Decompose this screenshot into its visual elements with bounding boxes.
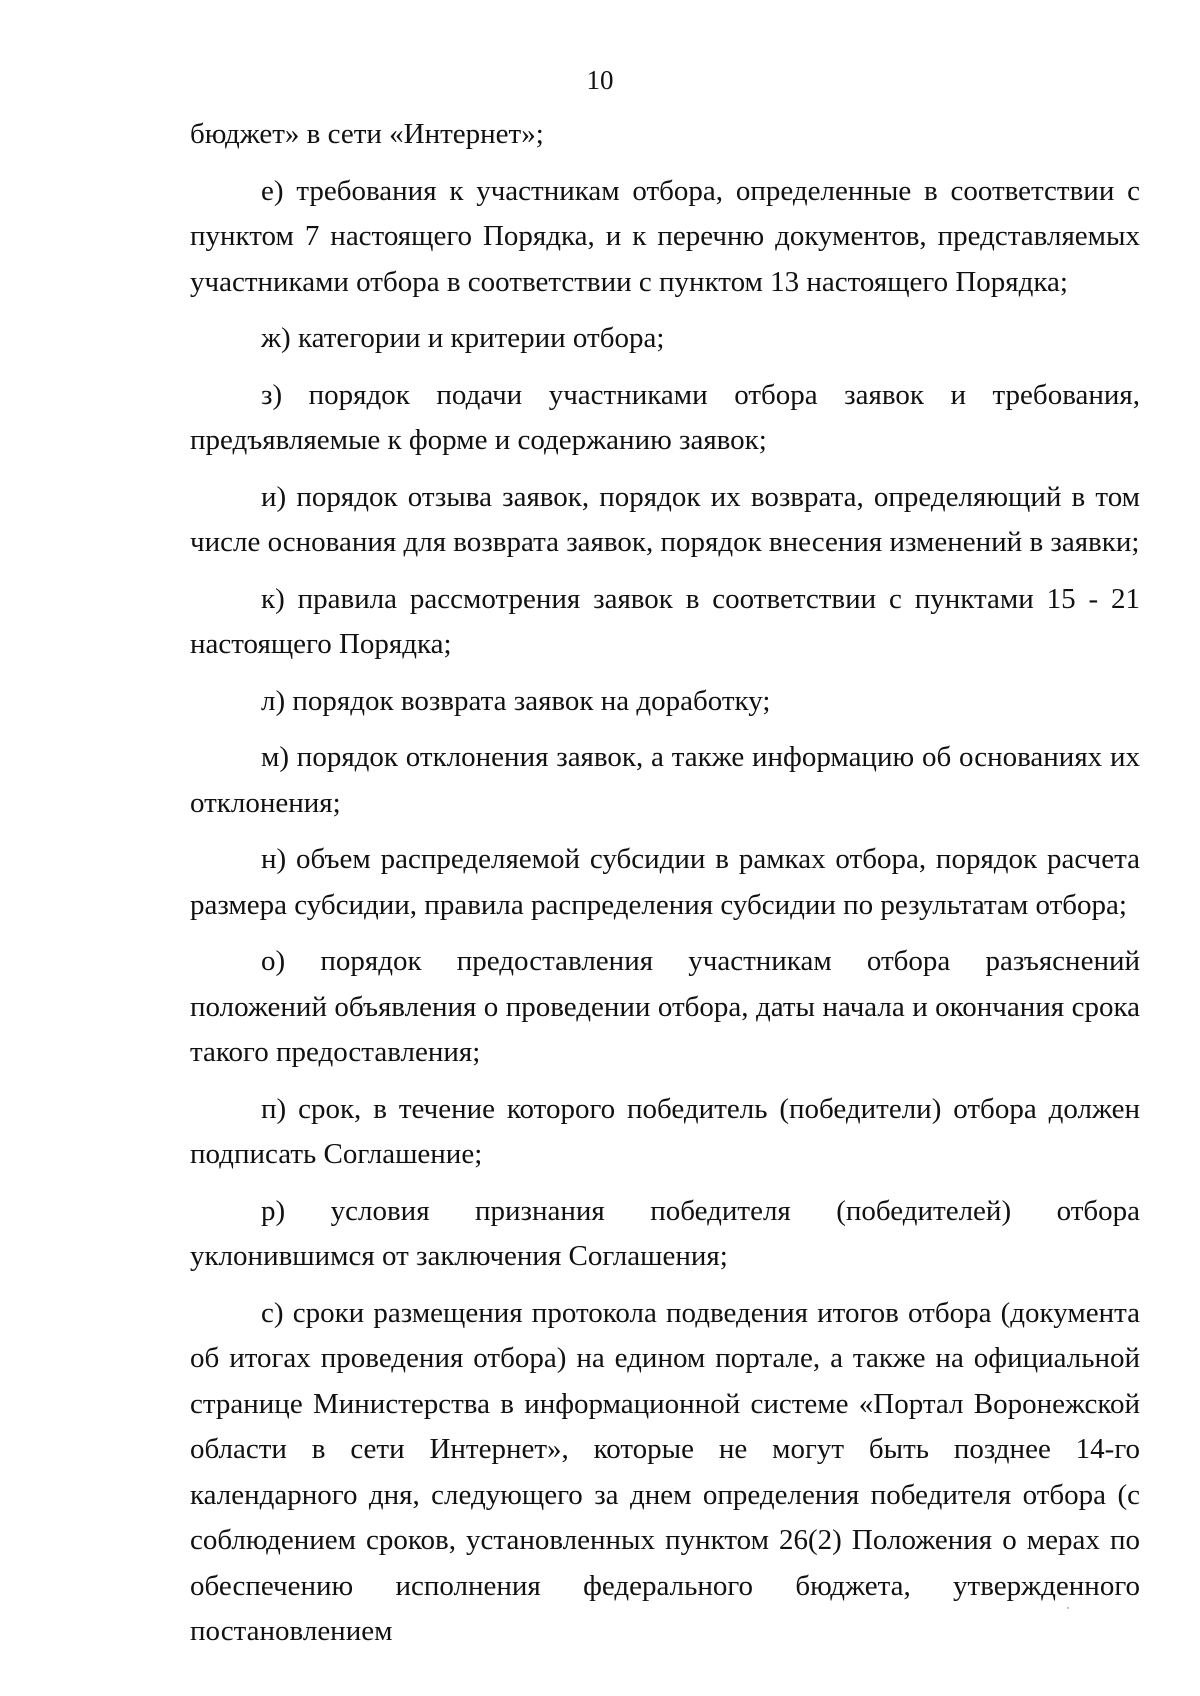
paragraph-item-z: з) порядок подачи участниками отбора заявок и требования, предъявляемые к форме и содержанию заявок;	[190, 378, 1140, 456]
paragraph-item-k: к) правила рассмотрения заявок в соответствии с пунктами 15 - 21 настоящего Порядка;	[190, 582, 1140, 660]
paragraph-continuation: бюджет» в сети «Интернет»;	[190, 118, 544, 150]
paragraph-item-l: л) порядок возврата заявок на доработку;	[261, 684, 771, 717]
paragraph-item-zh: ж) категории и критерии отбора;	[261, 322, 665, 354]
page-number: 10	[586, 65, 614, 95]
paragraph-item-m: м) порядок отклонения заявок, а также информацию об основаниях их отклонения;	[190, 741, 1140, 819]
paragraph-item-e: е) требования к участникам отбора, определенные в соответствии с пунктом 7 настоящего Порядка, и к перечню документов, представляемых участниками отбора в соответствии с пунктом 13 настоящего Порядка;	[190, 174, 1140, 298]
paragraph-item-p: п) срок, в течение которого победитель (победители) отбора должен подписать Соглашение;	[190, 1092, 1140, 1170]
paragraph-item-n: н) объем распределяемой субсидии в рамках отбора, порядок расчета размера субсидии, правила распределения субсидии по результатам отбора;	[190, 843, 1140, 921]
document-body	[190, 112, 1140, 1655]
paragraph-item-o: о) порядок предоставления участникам отбора разъяснений положений объявления о проведении отбора, даты начала и окончания срока такого предоставления;	[190, 945, 1140, 1068]
paragraph-item-r: р) условия признания победителя (победителей) отбора уклонившимся от заключения Соглашения;	[190, 1194, 1140, 1272]
paragraph-item-s: с) сроки размещения протокола подведения итогов отбора (документа об итогах проведения отбора) на едином портале, а также на официальной странице Министерства в информационной системе «Портал Воронежской области в сети Интернет», которые не могут быть позднее 14-го календарного дня, следующего за днем определения победителя отбора (с соблюдением сроков, установленных пунктом 26(2) Положения о мерах по обеспечению исполнения федерального бюджета, утвержденного постановлением	[190, 1296, 1140, 1647]
paragraph-item-i: и) порядок отзыва заявок, порядок их возврата, определяющий в том числе основания для возврата заявок, порядок внесения изменений в заявки;	[190, 480, 1140, 558]
